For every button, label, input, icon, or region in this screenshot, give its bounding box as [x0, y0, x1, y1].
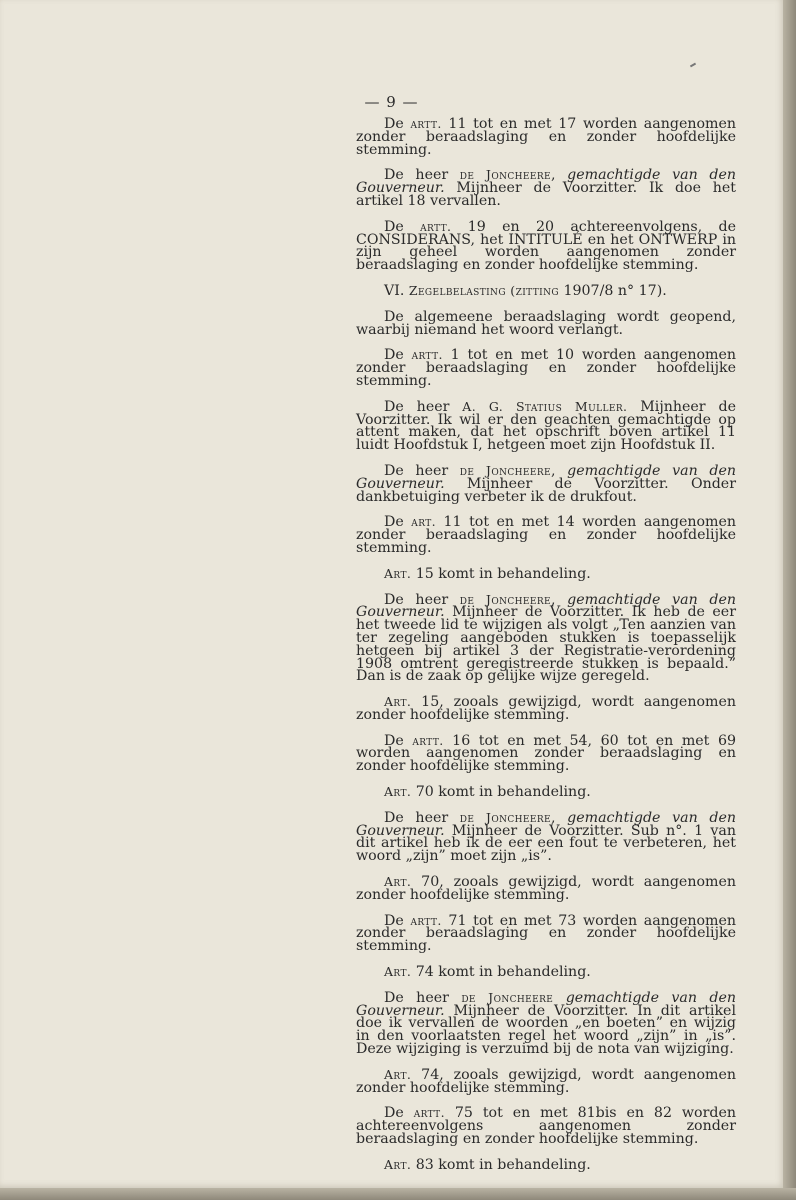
paragraph [356, 282, 736, 299]
paragraph-mid: , [551, 809, 568, 826]
paragraph-pre: De heer [384, 989, 462, 1006]
paragraph-post: 83 komt in behandeling. [411, 1156, 591, 1173]
paragraph-sc: de Joncheere [459, 462, 551, 478]
paragraph-post: 70, zooals gewijzigd, wordt aangenomen zonder hoofdelijke stemming. [356, 874, 736, 903]
paragraph [356, 966, 736, 979]
paragraph-post: Mijnheer de Voorzitter. Ik doe het artikel 18 vervallen. [356, 180, 736, 209]
paragraph-sc: art. [411, 514, 436, 530]
paragraph [356, 786, 736, 799]
paragraph-sc: artt. [412, 732, 444, 748]
paragraph [356, 398, 736, 454]
paragraph-post: 11 tot en met 17 worden aangenomen zonder beraadslaging en zonder hoofdelijke stemming. [356, 116, 737, 158]
paragraph-pre: VI. [384, 282, 409, 299]
paragraph [356, 912, 737, 955]
paragraph-post: Mijnheer de Voorzitter. In dit artikel doe ik vervallen de woorden „en boeten” en wijzig in den voorlaatsten regel het woord „zijn” in „is”. Deze wijziging is verzuimd bij de nota van wijziging. [356, 1002, 736, 1058]
paragraph-post: Mijnheer de Voorzitter. Onder dankbetuiging verbeter ik de drukfout. [356, 475, 736, 505]
paragraph [356, 462, 736, 505]
paragraph-sc: A. G. Statius Muller. [462, 398, 628, 414]
paragraph-post: 16 tot en met 54, 60 tot en met 69 worden aangenomen zonder beraadslaging en zonder hoofdelijke stemming. [356, 732, 736, 775]
paragraph-post: 1907/8 n° 17). [558, 282, 667, 299]
paragraph [356, 218, 736, 274]
paragraph-post: 74, zooals gewijzigd, wordt aangenomen zonder hoofdelijke stemming. [356, 1066, 736, 1096]
paragraph-pre: De heer [384, 167, 460, 184]
paragraph [356, 565, 736, 582]
paragraph [356, 1105, 736, 1148]
paragraph [356, 876, 736, 902]
paragraph-mid: , [551, 591, 568, 608]
paragraph-it: gemachtigde van den Gouverneur. [356, 167, 736, 197]
paragraph-pre: De [384, 218, 421, 235]
paragraph [356, 989, 737, 1058]
paragraph-post: 11 tot en met 14 worden aangenomen zonder beraadslaging en zonder hoofdelijke stemming. [356, 514, 737, 556]
paragraph [356, 1156, 736, 1173]
paragraph-sc: Art. [384, 694, 412, 710]
paragraph-post: Mijnheer de Voorzitter. Ik wil er den geachten gemachtigde op attent maken, dat het opschrift boven artikel 11 luidt Hoofdstuk I, hetgeen moet zijn Hoofdstuk II. [356, 398, 736, 454]
page-edge-right [783, 0, 796, 1200]
paragraph [356, 696, 736, 722]
paragraph [356, 516, 736, 554]
paragraph-pre: De heer [384, 591, 460, 608]
paragraph-post: 75 tot en met 81bis en 82 worden achtereenvolgens aangenomen zonder beraadslaging en zonder hoofdelijke stemming. [356, 1105, 736, 1148]
paragraph-sc: de Joncheere [461, 989, 554, 1005]
paragraph-sc: Art. [384, 565, 412, 581]
paragraph-sc: artt. [410, 912, 442, 928]
paragraph-sc: Art. [384, 784, 412, 800]
paragraph-it: gemachtigde van den Gouverneur. [356, 462, 736, 492]
paragraph-mid: , [551, 462, 568, 479]
paragraph-sc: de Joncheere [459, 809, 551, 825]
paragraph-sc: artt. [410, 116, 442, 131]
paragraph-sc: Art. [384, 964, 412, 980]
paragraph-sc: artt. [420, 218, 452, 234]
paragraph-post: 71 tot en met 73 worden aangenomen zonder beraadslaging en zonder hoofdelijke stemming. [356, 912, 737, 955]
paragraph-pre: De [384, 514, 412, 531]
paragraph-pre: De [384, 347, 412, 364]
paragraph-pre: De [384, 732, 413, 749]
paragraph-sc: Zegelbelasting (zitting [408, 282, 559, 298]
paragraph-post: 1 tot en met 10 worden aangenomen zonder beraadslaging en zonder hoofdelijke stemming. [356, 347, 736, 389]
page-edge-bottom [0, 1188, 796, 1200]
paragraph-sc: Art. [384, 1156, 412, 1172]
paragraph-pre: De algemeene beraadslaging wordt geopend, waarbij niemand het woord verlangt. [356, 308, 736, 338]
paragraph [356, 169, 736, 207]
paragraph-pre: De [384, 1105, 414, 1122]
paragraph-post: Mijnheer de Voorzitter. Sub n°. 1 van dit artikel heb ik de eer een fout te verbeteren, het woord „zijn” moet zijn „is”. [356, 822, 736, 865]
document-body [356, 118, 736, 1185]
paragraph-post: 70 komt in behandeling. [411, 784, 591, 801]
page-number: — 9 — [364, 93, 419, 111]
paragraph [356, 118, 736, 156]
paragraph-sc: de Joncheere [459, 167, 551, 183]
paragraph-post: 15 komt in behandeling. [411, 565, 591, 582]
paragraph-mid: , [551, 167, 568, 184]
paragraph-sc: artt. [411, 347, 443, 363]
paragraph-sc: Art. [384, 874, 412, 890]
paragraph-pre: De [384, 912, 411, 929]
paragraph-it: gemachtigde van den Gouverneur. [356, 591, 736, 621]
paragraph-pre: De heer [384, 462, 460, 479]
paragraph-post: 19 en 20 achtereenvolgens, de CONSIDERANS, het INTITULÉ en het ONTWERP in zijn geheel worden aangenomen zonder beraadslaging en zonder hoofdelijke stemming. [356, 218, 736, 274]
paragraph [356, 732, 736, 775]
paragraph-post: 15, zooals gewijzigd, wordt aangenomen zonder hoofdelijke stemming. [356, 694, 736, 723]
paragraph-pre: De heer [384, 398, 463, 415]
paragraph [356, 349, 736, 387]
paragraph-it: gemachtigde van den Gouverneur. [356, 809, 736, 839]
paragraph-sc: de Joncheere [459, 591, 551, 607]
paragraph [356, 591, 736, 685]
paragraph-post: Mijnheer de Voorzitter. Ik heb de eer het tweede lid te wijzigen als volgt „Ten aanzien van ter zegeling aangeboden stukken is toepasselijk hetgeen bij artikel 3 der Registratie-verordening 1908 omtrent geregistreerde stukken is bepaald.” Dan is de zaak op gelijke wijze geregeld. [356, 604, 736, 685]
paragraph-pre: De [384, 116, 411, 132]
paragraph [356, 308, 736, 338]
paragraph [356, 1066, 736, 1096]
paragraph [356, 809, 736, 865]
paragraph-pre: De heer [384, 809, 460, 826]
paragraph-sc: artt. [413, 1105, 445, 1121]
paragraph-post: 74 komt in behandeling. [411, 964, 591, 981]
ink-mark [690, 63, 696, 68]
paragraph-sc: Art. [384, 1066, 412, 1082]
paragraph-it: gemachtigde van den Gouverneur. [356, 989, 737, 1019]
